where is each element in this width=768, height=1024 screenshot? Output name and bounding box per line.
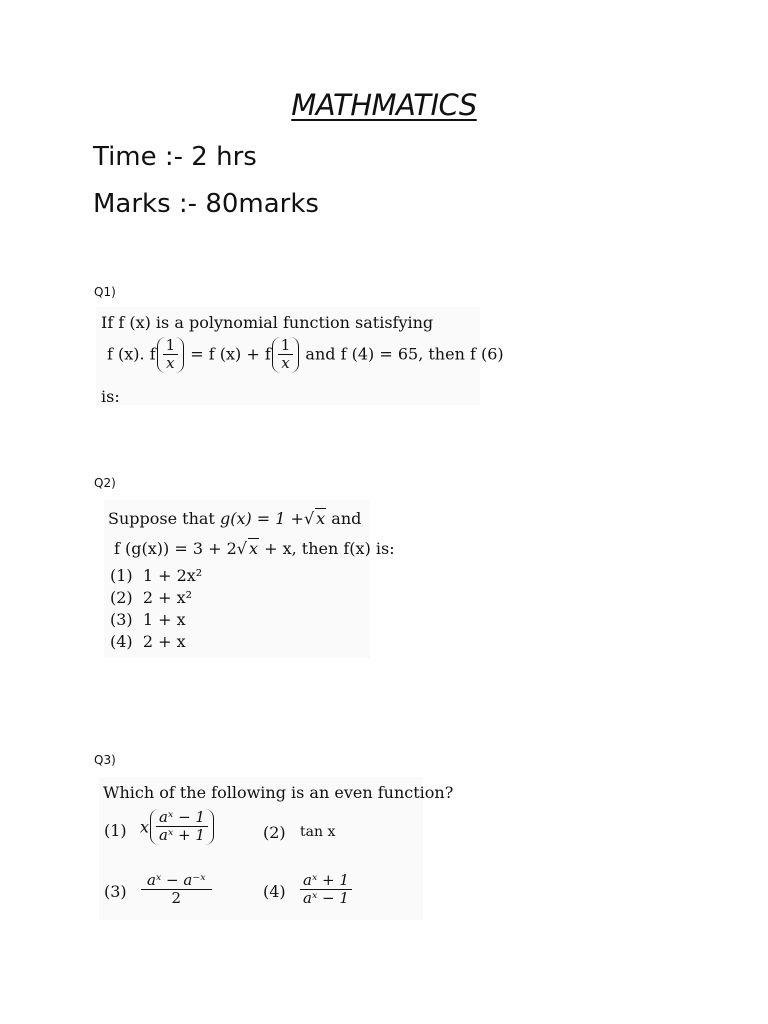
q3-opt4-frac-num: aˣ + 1: [300, 872, 352, 890]
q2-suppose: Suppose that: [108, 509, 215, 528]
q2-fg-sqrt: x: [248, 539, 258, 558]
q1-frac1-num: 1: [163, 337, 179, 355]
q3-option-3-num: (3): [104, 882, 127, 901]
q2-opt3-text: 1 + x: [142, 610, 186, 629]
q1-frac2-num: 1: [278, 337, 294, 355]
q2-option-2: [110, 588, 192, 607]
q3-opt3-fraction: [141, 872, 212, 908]
q2-option-4: [110, 632, 186, 651]
title-text: MATHMATICS: [291, 88, 477, 122]
q3-option-2: tan x: [300, 824, 336, 840]
q2-fg-right: + x, then f(x) is:: [264, 539, 395, 558]
q3-opt4-fraction: [300, 872, 352, 908]
q2-option-1: [110, 566, 202, 585]
q3-opt4-frac-den: aˣ − 1: [303, 889, 349, 908]
q2-line1: Suppose that g(x) = 1 +√ x and: [108, 509, 362, 528]
q3-opt3-frac-den: 2: [171, 889, 182, 908]
q3-option-3: [139, 872, 214, 908]
q2-opt4-num: (4): [110, 632, 133, 651]
q1-paren-1: [157, 337, 185, 373]
q2-opt3-num: (3): [110, 610, 133, 629]
q3-question-image: [99, 777, 454, 920]
time-info: Time :- 2 hrs: [93, 142, 257, 172]
q3-opt1-x: x: [140, 817, 150, 837]
q3-option-4-num: (4): [263, 882, 286, 901]
q1-line1: If f (x) is a polynomial function satisfying: [101, 313, 434, 332]
q1-frac2-den: x: [281, 354, 290, 373]
q1-equation: [107, 337, 504, 373]
q2-opt2-text: 2 + x²: [142, 588, 193, 607]
q1-label: Q1): [94, 285, 116, 299]
q2-opt2-num: (2): [110, 588, 133, 607]
q3-option-1: [140, 809, 215, 845]
q2-line2: f (g(x)) = 3 + 2√ x + x, then f(x) is:: [114, 539, 395, 558]
q3-opt1-fraction: [156, 809, 208, 845]
q2-and: and: [331, 509, 362, 528]
q3-opt3-frac-num: aˣ − a⁻ˣ: [141, 872, 212, 890]
marks-info: Marks :- 80marks: [93, 189, 319, 219]
q2-g-sqrt: x: [316, 509, 326, 528]
q2-label: Q2): [94, 476, 116, 490]
q3-opt1-paren: [150, 809, 214, 845]
q1-fraction-2: [278, 337, 294, 373]
q1-paren-2: [272, 337, 300, 373]
q1-line3: is:: [101, 387, 120, 406]
q3-option-4: [298, 872, 354, 908]
q2-opt4-text: 2 + x: [142, 632, 186, 651]
q2-fg-left: f (g(x)) = 3 + 2: [114, 539, 237, 558]
q1-fx-dot-f: f (x). f: [107, 344, 156, 364]
q2-opt1-num: (1): [110, 566, 133, 585]
q1-equals-part: = f (x) + f: [190, 344, 271, 364]
q3-opt1-frac-num: aˣ − 1: [156, 809, 208, 827]
page-title: [0, 88, 768, 122]
q2-option-3: [110, 610, 186, 629]
q3-label: Q3): [94, 753, 116, 767]
q2-question-image: [104, 500, 395, 658]
q2-g-def: g(x) = 1 +: [219, 509, 304, 528]
q1-condition: and f (4) = 65, then f (6): [305, 344, 504, 364]
q1-question-image: [96, 307, 504, 406]
q3-opt1-frac-den: aˣ + 1: [159, 826, 205, 845]
q3-question-text: Which of the following is an even function?: [103, 783, 454, 802]
q1-fraction-1: [163, 337, 179, 373]
q3-option-2-num: (2): [263, 823, 286, 842]
q1-frac1-den: x: [166, 354, 175, 373]
q2-opt1-text: 1 + 2x²: [142, 566, 203, 585]
q3-option-1-num: (1): [104, 821, 127, 840]
